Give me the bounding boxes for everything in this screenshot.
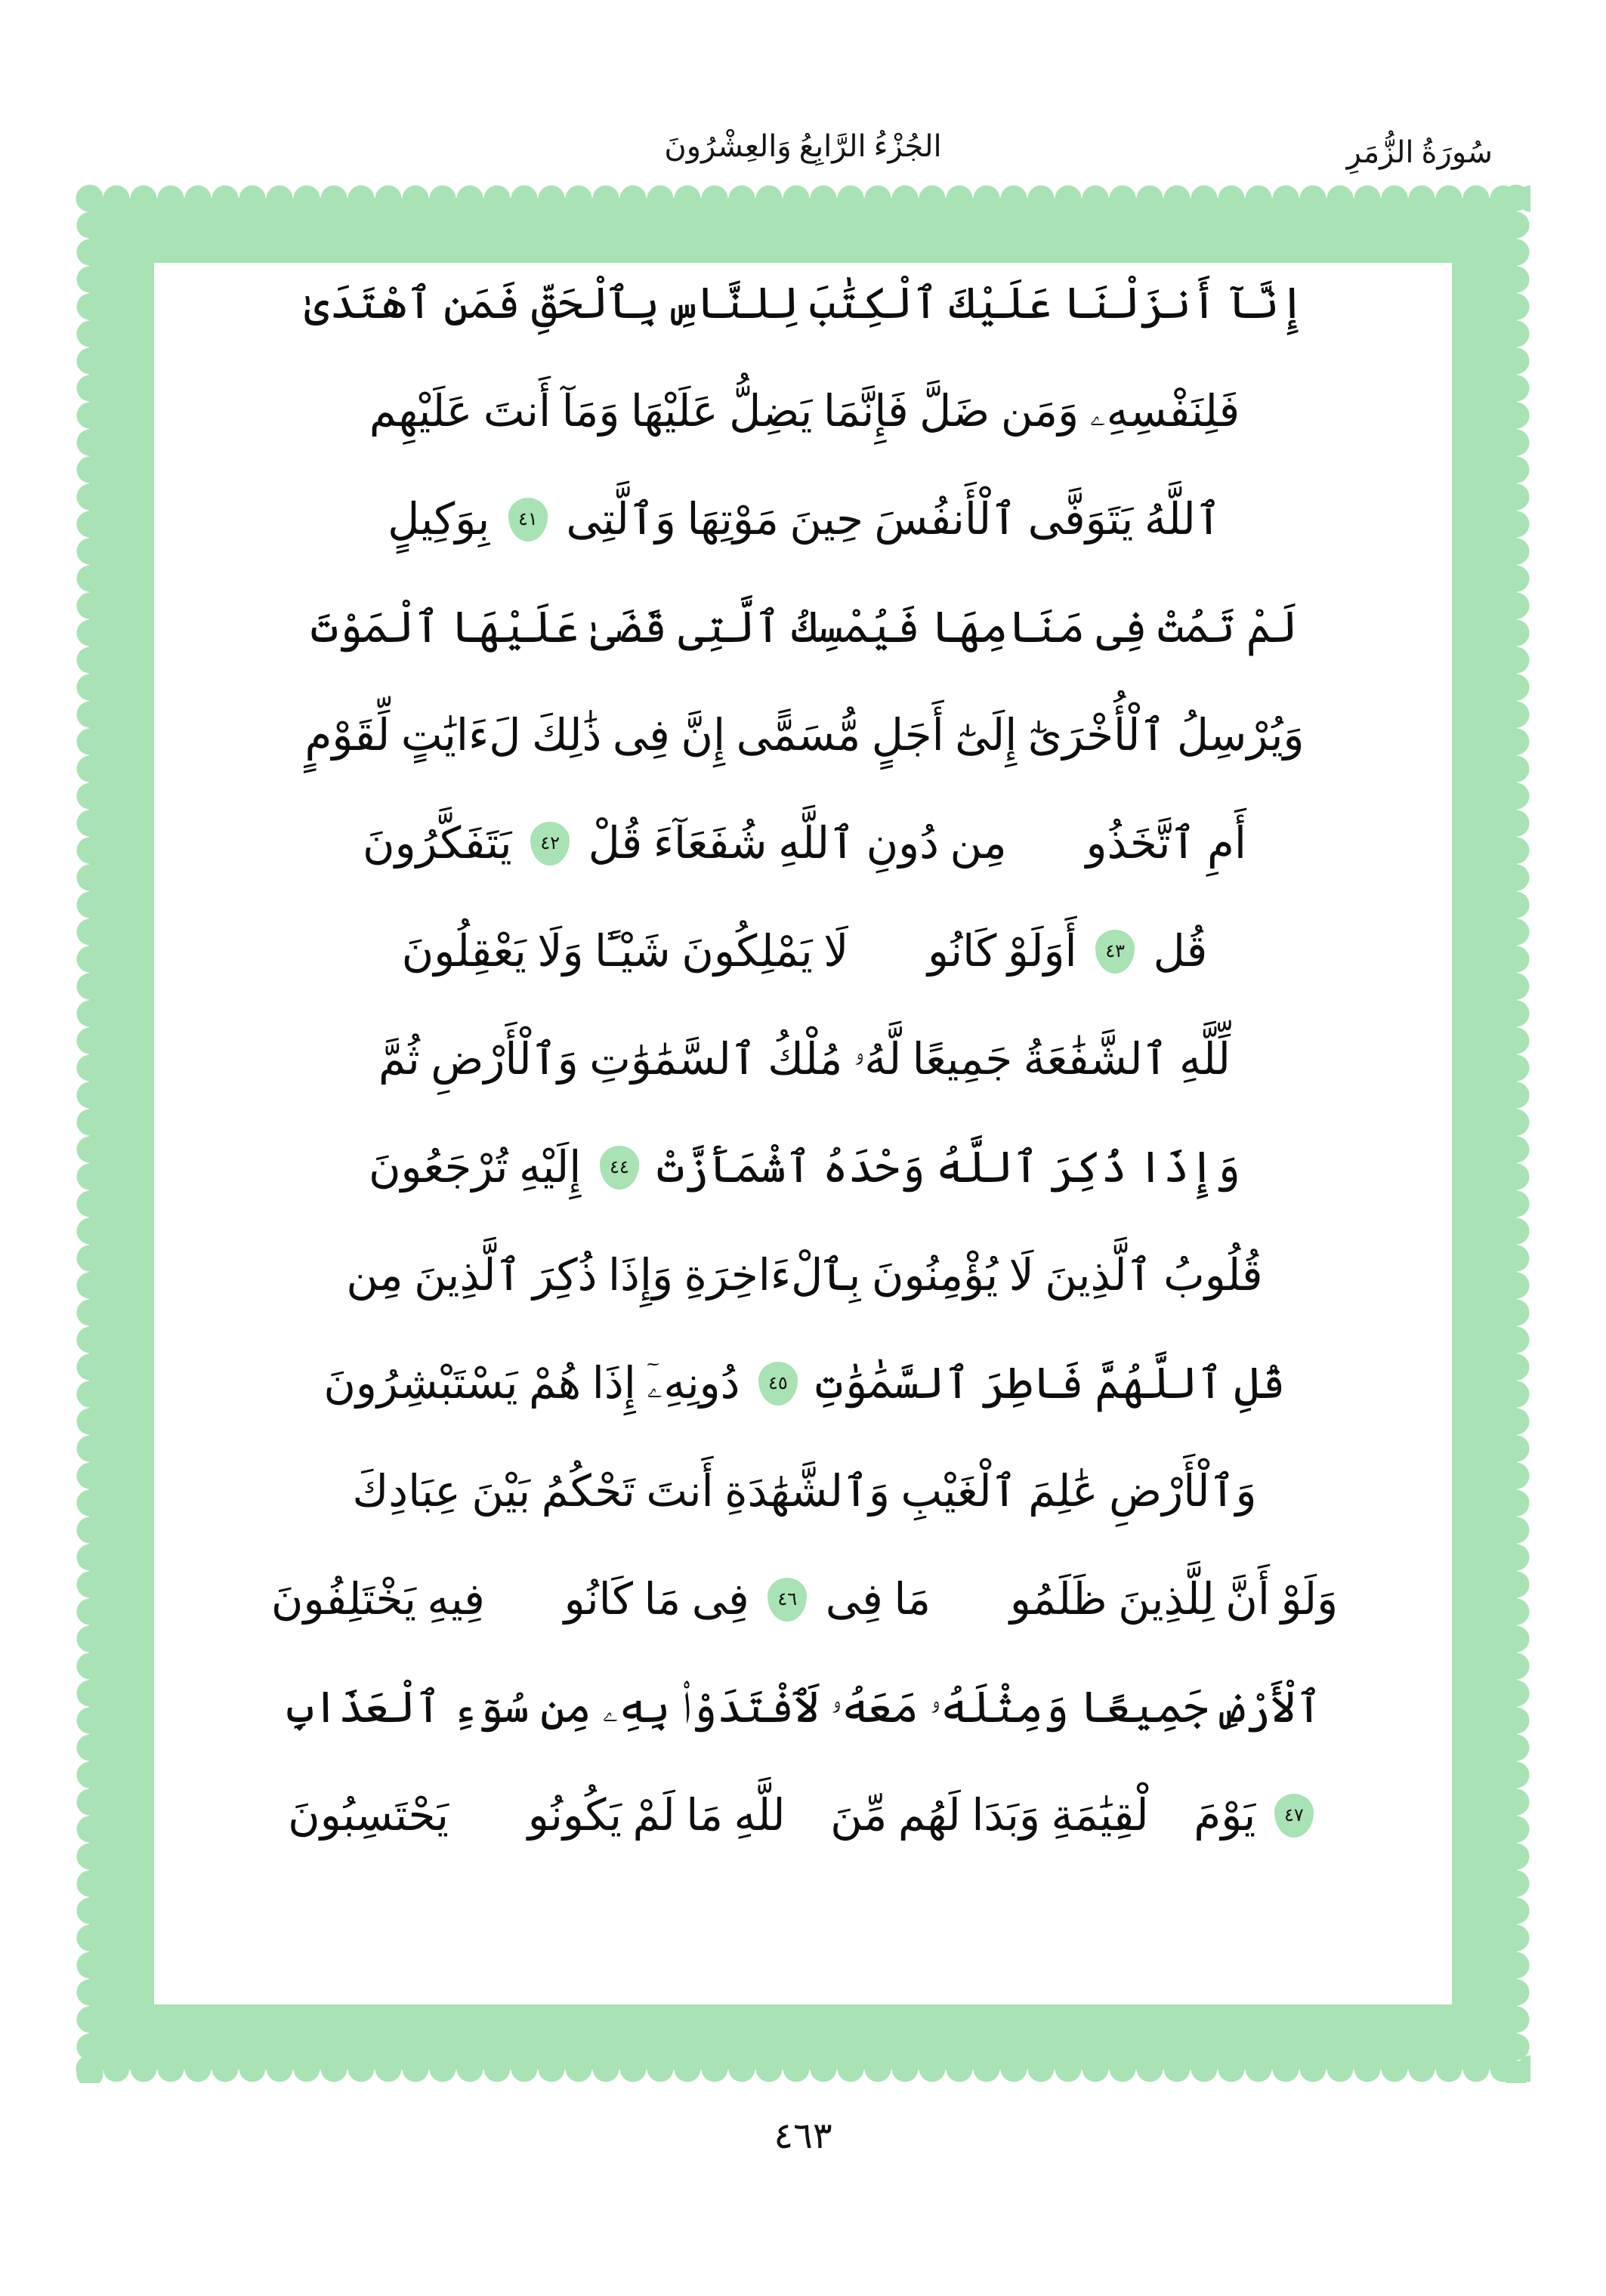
quran-line: وَيُرْسِلُ ٱلْأُخْرَىٰٓ إِلَىٰٓ أَجَلٍ مُّسَمًّى إِنَّ فِى ذَٰلِكَ لَءَايَٰتٍ لِّقَوْمٍ: [304, 711, 1305, 760]
quran-line-with-marker: [113, 897, 1496, 1005]
ayah-number: ٤٤: [609, 1157, 629, 1177]
quran-line-with-marker: [113, 789, 1496, 897]
ayah-number: ٤٢: [540, 833, 560, 853]
page-number: ٤٦٣: [774, 2116, 832, 2156]
ayah-number-marker: [508, 498, 548, 542]
quran-line: إِنَّآ أَنزَلْنَا عَلَيْكَ ٱلْكِتَٰبَ لِلنَّاسِ بِٱلْحَقِّ فَمَنِ ٱهْتَدَىٰ: [304, 279, 1305, 328]
scallop-right-edge: [1503, 184, 1530, 2083]
quran-line-with-marker: [113, 465, 1496, 573]
quran-line: لَمْ تَمُتْ فِى مَنَامِهَا فَيُمْسِكُ ٱلَّتِى قَضَىٰ عَلَيْهَا ٱلْمَوْتَ: [311, 603, 1298, 652]
quran-line-text: بِوَكِيلٍ: [388, 495, 490, 544]
quran-line-text: فِى مَا كَانُوا۟ فِيهِ يَخْتَلِفُونَ: [270, 1575, 749, 1624]
scallop-left-edge: [76, 184, 103, 2083]
ayah-number-marker: [1095, 930, 1135, 974]
quran-line-text: قُلِ ٱللَّهُمَّ فَاطِرَ ٱلسَّمَٰوَٰتِ: [816, 1359, 1286, 1408]
quran-line: قُلُوبُ ٱلَّذِينَ لَا يُؤْمِنُونَ بِٱلْءَاخِرَةِ وَإِذَا ذُكِرَ ٱلَّذِينَ مِن: [346, 1251, 1263, 1300]
quran-line-text: وَلَوْ أَنَّ لِلَّذِينَ ظَلَمُوا۟ مَا فِى: [825, 1575, 1339, 1624]
juz-label: الجُزْءُ الرَّابِعُ وَالعِشْرُونَ: [664, 129, 942, 163]
quran-line-text: أَمِ ٱتَّخَذُوا۟ مِن دُونِ ٱللَّهِ شُفَعَآءَ قُلْ: [588, 819, 1246, 868]
quran-line-text: قُل: [1153, 927, 1208, 976]
quran-text-body: [113, 249, 1496, 2017]
ayah-number: ٤٣: [1105, 941, 1126, 961]
ayah-number: ٤١: [517, 509, 538, 529]
ayah-number: ٤٦: [777, 1589, 798, 1609]
ayah-number-marker: [1274, 1794, 1314, 1838]
quran-line: ٱلْأَرْضِ جَمِيعًا وَمِثْلَهُۥ مَعَهُۥ لَٱفْتَدَوْا۟ بِهِۦ مِن سُوٓءِ ٱلْعَذَابِ: [287, 1683, 1322, 1732]
ayah-number-marker: [758, 1362, 798, 1406]
quran-line-text: يَتَفَكَّرُونَ: [362, 819, 512, 868]
ayah-number-marker: [600, 1146, 639, 1190]
ayah-number-marker: [530, 822, 570, 866]
surah-label: سُورَةُ الزُّمَرِ: [1346, 135, 1493, 169]
quran-line: لِّلَّهِ ٱلشَّفَٰعَةُ جَمِيعًا لَّهُۥ مُلْكُ ٱلسَّمَٰوَٰتِ وَٱلْأَرْضِ ثُمَّ: [378, 1035, 1231, 1084]
ayah-number: ٤٧: [1283, 1805, 1304, 1825]
quran-line-text: ٱللَّهُ يَتَوَفَّى ٱلْأَنفُسَ حِينَ مَوْتِهَا وَٱلَّتِى: [566, 495, 1221, 544]
page-header: [91, 113, 1515, 181]
quran-line-text: دُونِهِۦٓ إِذَا هُمْ يَسْتَبْشِرُونَ: [323, 1359, 740, 1408]
quran-line: فَلِنَفْسِهِۦ وَمَن ضَلَّ فَإِنَّمَا يَضِلُّ عَلَيْهَا وَمَآ أَنتَ عَلَيْهِم: [369, 387, 1240, 436]
quran-line-with-marker: [113, 1329, 1496, 1437]
quran-line: وَٱلْأَرْضِ عَٰلِمَ ٱلْغَيْبِ وَٱلشَّهَٰدَةِ أَنتَ تَحْكُمُ بَيْنَ عِبَادِكَ: [352, 1467, 1257, 1516]
quran-line-with-marker: [113, 1761, 1496, 1869]
ayah-number: ٤٥: [768, 1373, 788, 1393]
quran-line-with-marker: [113, 1545, 1496, 1653]
ayah-number-marker: [767, 1578, 807, 1622]
quran-line-with-marker: [113, 1113, 1496, 1221]
quran-line-text: أَوَلَوْ كَانُوا۟ لَا يَمْلِكُونَ شَيْـًٔا وَلَا يَعْقِلُونَ: [401, 927, 1077, 976]
quran-line-text: وَإِذَا ذُكِرَ ٱللَّهُ وَحْدَهُ ٱشْمَأَزَّتْ: [657, 1143, 1241, 1192]
quran-line-text: يَوْمَ ٱلْقِيَٰمَةِ وَبَدَا لَهُم مِّنَ ٱللَّهِ مَا لَمْ يَكُونُوا۟ يَحْتَسِبُونَ: [288, 1791, 1256, 1840]
quran-line-text: إِلَيْهِ تُرْجَعُونَ: [368, 1143, 582, 1192]
